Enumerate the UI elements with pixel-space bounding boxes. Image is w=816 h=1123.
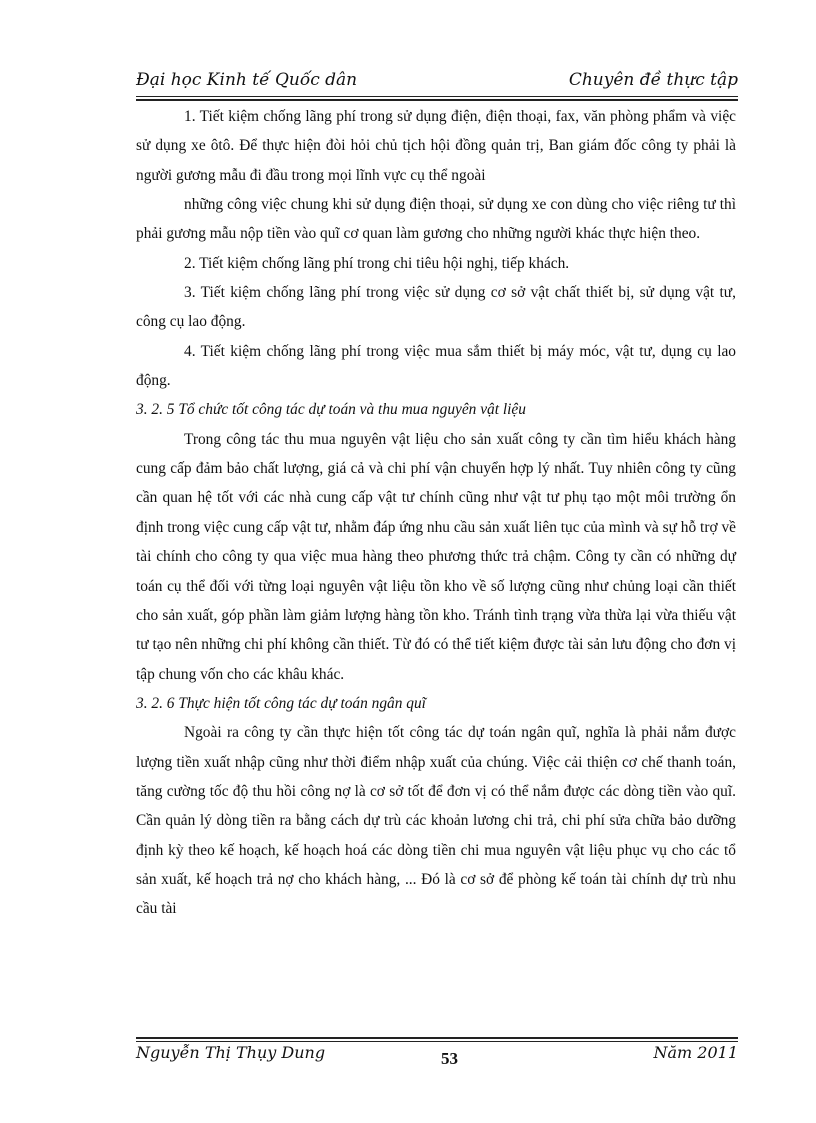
paragraph-6: Trong công tác thu mua nguyên vật liệu cho sản xuất công ty cần tìm hiểu khách hàng cung cấp đảm bảo chất lượng, giá cả và chi phí vận chuyển hợp lý nhất. Tuy nhiên công ty cũng cần quan hệ tốt với các nhà cung cấp vật tư chính cũng như vật tư phụ tạo một môi trường ổn định trong việc cung cấp vật tư, nhằm đáp ứng nhu cầu sản xuất liên tục của mình và sự hỗ trợ về tài chính cho công ty qua việc mua hàng theo phương thức trả chậm. Công ty cần có những dự toán cụ thể đối với từng loại nguyên vật liệu tồn kho về số lượng cũng như chủng loại cần thiết cho sản xuất, góp phần làm giảm lượng hàng tồn kho. Tránh tình trạng vừa thừa lại vừa thiếu vật tư tạo nên những chi phí không cần thiết. Từ đó có thể tiết kiệm được tài sản lưu động cho đơn vị tập chung vốn cho các khâu khác. [136,430,736,683]
page-number: 53 [441,1049,458,1068]
paragraph-2: những công việc chung khi sử dụng điện thoại, sử dụng xe con dùng cho việc riêng tư thì phải gương mẫu nộp tiền vào quĩ cơ quan làm gương cho những người khác thực hiện theo. [136,196,736,243]
header-university: Đại học Kinh tế Quốc dân [136,70,358,90]
paragraph-4: 3. Tiết kiệm chống lãng phí trong việc sử dụng cơ sở vật chất thiết bị, sử dụng vật tư, công cụ lao động. [136,284,736,331]
header-rule-thick [136,99,738,101]
section-heading-3-2-5: 3. 2. 5 Tổ chức tốt công tác dự toán và thu mua nguyên vật liệu [136,401,526,419]
body-text [136,102,736,924]
paragraph-3: 2. Tiết kiệm chống lãng phí trong chi tiêu hội nghị, tiếp khách. [184,254,570,272]
footer-rule-thin [136,1041,738,1042]
paragraph-1: 1. Tiết kiệm chống lãng phí trong sử dụng điện, điện thoại, fax, văn phòng phẩm và việc sử dụng xe ôtô. Để thực hiện đòi hỏi chủ tịch hội đồng quản trị, Ban giám đốc công ty phải là người gương mẫu đi đầu trong mọi lĩnh vực cụ thể ngoài [136,108,736,184]
footer-year: Năm 2011 [653,1043,738,1062]
section-heading-3-2-6: 3. 2. 6 Thực hiện tốt công tác dự toán ngân quĩ [136,694,426,712]
header-report-type: Chuyên đề thực tập [568,70,738,90]
footer-rule-thick [136,1037,738,1039]
header-rule-thin [136,96,738,97]
paragraph-5: 4. Tiết kiệm chống lãng phí trong việc mua sắm thiết bị máy móc, vật tư, dụng cụ lao động. [136,342,736,390]
paragraph-7: Ngoài ra công ty cần thực hiện tốt công tác dự toán ngân quĩ, nghĩa là phải nắm được lượng tiền xuất nhập cũng như thời điểm nhập xuất của chúng. Việc cải thiện cơ chế thanh toán, tăng cường tốc độ thu hồi công nợ là cơ sở tốt để đơn vị có thể nắm được các dòng tiền vào quĩ. Cần quản lý dòng tiền ra bằng cách dự trù các khoản lương chi trả, chi phí sửa chữa bảo dưỡng định kỳ theo kế hoạch, kế hoạch hoá các dòng tiền chi mua nguyên vật liệu phục vụ cho các tổ sản xuất, kế hoạch trả nợ cho khách hàng, ... Đó là cơ sở để phòng kế toán tài chính dự trù nhu cầu tài [136,724,736,918]
footer-author: Nguyễn Thị Thụy Dung [136,1043,326,1062]
page-footer [136,1043,738,1071]
page-header [136,70,738,96]
